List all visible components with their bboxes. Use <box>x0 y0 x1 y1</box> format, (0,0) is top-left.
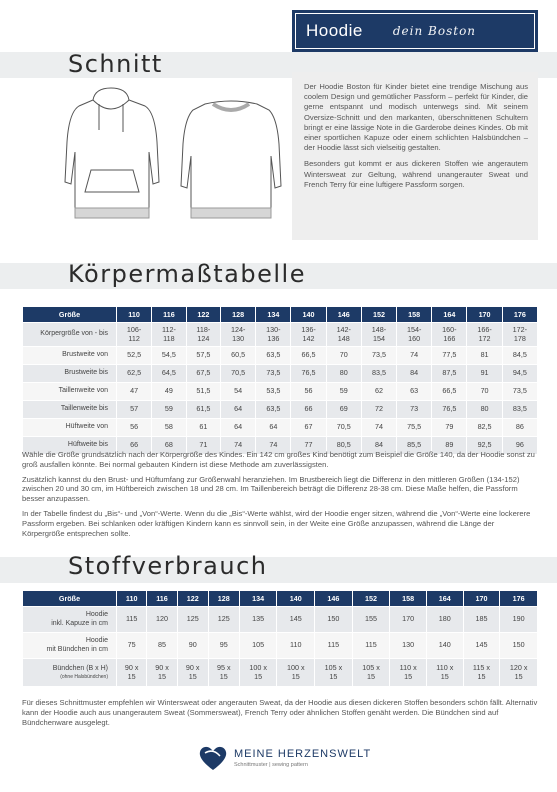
size-table-cell: 72 <box>361 401 396 419</box>
size-table-cell: 160- 166 <box>432 323 467 347</box>
size-table-row <box>23 323 538 347</box>
size-table-cell: 47 <box>117 383 152 401</box>
size-table-cell: 154- 160 <box>397 323 432 347</box>
size-table-cell: 66 <box>291 401 326 419</box>
size-table-cell: 73,5 <box>256 365 291 383</box>
fabric-table-cell: 75 <box>117 633 147 659</box>
size-table-cell: 80,5 <box>326 437 361 455</box>
size-table-size-header: 116 <box>152 307 186 323</box>
size-table-size-header: 128 <box>221 307 256 323</box>
size-table-cell: 166- 172 <box>467 323 502 347</box>
fabric-table-cell: 125 <box>208 607 239 633</box>
size-table-cell: 79 <box>432 419 467 437</box>
size-table-cell: 80 <box>467 401 502 419</box>
size-table-header-label: Größe <box>23 307 117 323</box>
footer-tagline: Schnittmuster | sewing pattern <box>234 762 308 768</box>
size-table-size-header: 176 <box>502 307 537 323</box>
size-table-cell: 73,5 <box>502 383 537 401</box>
intro-text-box <box>292 72 538 240</box>
size-table-cell: 84 <box>361 437 396 455</box>
header-subtitle: dein Boston <box>392 24 477 38</box>
size-table-cell: 64 <box>221 401 256 419</box>
size-table-cell: 71 <box>186 437 220 455</box>
size-table-cell: 56 <box>117 419 152 437</box>
fabric-table-cell: 150 <box>315 607 353 633</box>
size-table-cell: 84 <box>397 365 432 383</box>
fabric-table-cell: 120 <box>147 607 177 633</box>
fabric-table-cell: 115 x 15 <box>463 659 500 687</box>
fabric-table-cell: 190 <box>500 607 538 633</box>
fabric-table-size-header: 146 <box>315 591 353 607</box>
fabric-table-cell: 130 <box>390 633 427 659</box>
size-table-row <box>23 401 538 419</box>
header-title: Hoodie <box>306 21 363 40</box>
size-table-cell: 76,5 <box>432 401 467 419</box>
size-table-cell: 94,5 <box>502 365 537 383</box>
size-table-size-header: 152 <box>361 307 396 323</box>
fabric-table-cell: 110 x 15 <box>426 659 463 687</box>
fabric-table-size-header: 134 <box>239 591 277 607</box>
size-table-cell: 69 <box>326 401 361 419</box>
size-table-cell: 124- 130 <box>221 323 256 347</box>
fabric-table-cell: 120 x 15 <box>500 659 538 687</box>
fabric-table-cell: 145 <box>277 607 315 633</box>
fabric-table-row-label: Hoodie mit Bündchen in cm <box>23 633 117 659</box>
size-table-cell: 58 <box>152 419 186 437</box>
size-table-row-label: Körpergröße von - bis <box>23 323 117 347</box>
fabric-table-size-header: 140 <box>277 591 315 607</box>
size-table-row <box>23 347 538 365</box>
fabric-table-cell: 105 x 15 <box>352 659 390 687</box>
size-table-cell: 172- 178 <box>502 323 537 347</box>
size-table-cell: 67,5 <box>186 365 220 383</box>
size-table-cell: 85,5 <box>397 437 432 455</box>
size-table-row <box>23 419 538 437</box>
size-table-cell: 64,5 <box>152 365 186 383</box>
size-table-cell: 66,5 <box>432 383 467 401</box>
size-table-cell: 57,5 <box>186 347 220 365</box>
size-table-row-label: Hüftweite bis <box>23 437 117 455</box>
fabric-table-cell: 115 <box>117 607 147 633</box>
footer-brand: MEINE HERZENSWELT <box>234 748 372 760</box>
size-table-cell: 91 <box>467 365 502 383</box>
fabric-table-cell: 115 <box>352 633 390 659</box>
size-table-cell: 64 <box>221 419 256 437</box>
fabric-paragraph: Für dieses Schnittmuster empfehlen wir Wintersweat oder angerauten Sweat, da der Hoodie aus diesen dickeren Stoffen besonders schön fällt. Alternativ kann der Hoodie auch aus unangerautem Sweat (Sommersweat), French Terry oder ähnlichen Stoffen genäht werden. Die Bündchen sind auf Bündchenware ausgelegt. <box>22 698 538 727</box>
intro-paragraph-1: Der Hoodie Boston für Kinder bietet eine trendige Mischung aus coolem Design und gemütlicher Passform – perfekt für Kinder, die gerne entspannt und modisch unterwegs sind. Mit seinem Oversize-Schnitt und den markanten, überschnittenen Schultern bringt er eine lässige Note in die Garderobe deines Kindes. Ob mit einer sportlichen Kapuze oder einem schlichten Halsbündchen – der Hoodie lässt sich vielseitig gestalten. <box>304 82 528 153</box>
size-table-cell: 82,5 <box>467 419 502 437</box>
size-table-cell: 51,5 <box>186 383 220 401</box>
fabric-table-cell: 180 <box>426 607 463 633</box>
size-table-cell: 74 <box>397 347 432 365</box>
size-table-cell: 76,5 <box>291 365 326 383</box>
size-table-row <box>23 383 538 401</box>
size-table-cell: 148- 154 <box>361 323 396 347</box>
size-table-row-label: Taillenweite von <box>23 383 117 401</box>
size-table-size-header: 110 <box>117 307 152 323</box>
size-table-cell: 84,5 <box>502 347 537 365</box>
section-title-measurements: Körpermaßtabelle <box>68 260 306 288</box>
fabric-table-cell: 115 <box>315 633 353 659</box>
fabric-table-cell: 90 x 15 <box>177 659 208 687</box>
size-table-cell: 74 <box>361 419 396 437</box>
size-table-cell: 70 <box>467 383 502 401</box>
intro-paragraph-2: Besonders gut kommt er aus dickeren Stoffen wie angerautem Wintersweat zur Geltung, während unangerauter Sweat und French Terry für eine luftigere Passform sorgen. <box>304 159 528 189</box>
size-table-cell: 89 <box>432 437 467 455</box>
size-table <box>22 306 538 455</box>
fabric-table-cell: 90 <box>177 633 208 659</box>
size-table-cell: 92,5 <box>467 437 502 455</box>
fabric-table-row-sublabel: (ohne Halsbündchen) <box>60 673 108 680</box>
size-table-cell: 59 <box>152 401 186 419</box>
size-table-cell: 70 <box>326 347 361 365</box>
size-table-cell: 80 <box>326 365 361 383</box>
measure-paragraph-1: Wähle die Größe grundsätzlich nach der Körpergröße des Kindes. Ein 142 cm großes Kind benötigt zum Beispiel die Größe 140, da der Hoodie sonst zu groß ausfallen könnte. Bei normal gebauten Kindern ist diese Methode am zuverlässigsten. <box>22 450 535 469</box>
fabric-table-row <box>23 659 538 687</box>
measure-paragraph-3: In der Tabelle findest du „Bis“- und „Von“-Werte. Wenn du die „Bis“-Werte wählst, wird der Hoodie enger sitzen, während die „Von“-Werte eine lockerere Passform ergeben. Bei schlanken oder kräftigen Kindern kann es sinnvoll sein, in der Weite eine Größe anzupassen, während die Länge der Körpergröße entsprechen sollte. <box>22 508 531 538</box>
fabric-table-cell: 150 <box>500 633 538 659</box>
size-table-cell: 54 <box>221 383 256 401</box>
fabric-table-cell: 100 x 15 <box>277 659 315 687</box>
size-table-size-header: 134 <box>256 307 291 323</box>
fabric-table-size-header: 164 <box>426 591 463 607</box>
fabric-table-cell: 100 x 15 <box>239 659 277 687</box>
fabric-table-cell: 110 x 15 <box>390 659 427 687</box>
size-table-cell: 83,5 <box>502 401 537 419</box>
fabric-table-size-header: 152 <box>352 591 390 607</box>
fabric-table-size-header: 128 <box>208 591 239 607</box>
fabric-table-row <box>23 633 538 659</box>
size-table-cell: 96 <box>502 437 537 455</box>
size-table-cell: 49 <box>152 383 186 401</box>
fabric-table-row-label: Bündchen (B x H) (ohne Halsbündchen) <box>23 659 117 687</box>
fabric-table-cell: 90 x 15 <box>117 659 147 687</box>
size-table-cell: 61,5 <box>186 401 220 419</box>
size-table-cell: 74 <box>221 437 256 455</box>
section-title-pattern: Schnitt <box>68 50 163 78</box>
fabric-text <box>22 698 538 732</box>
hoodie-sketch-icon <box>55 82 285 232</box>
size-table-cell: 112- 118 <box>152 323 186 347</box>
size-table-cell: 60,5 <box>221 347 256 365</box>
fabric-table-size-header: 170 <box>463 591 500 607</box>
size-table-row-label: Brustweite bis <box>23 365 117 383</box>
fabric-table-cell: 95 <box>208 633 239 659</box>
size-table-cell: 136- 142 <box>291 323 326 347</box>
fabric-table-cell: 90 x 15 <box>147 659 177 687</box>
size-table-cell: 63 <box>397 383 432 401</box>
size-table-cell: 75,5 <box>397 419 432 437</box>
size-table-cell: 73 <box>397 401 432 419</box>
size-table-cell: 66 <box>117 437 152 455</box>
size-table-cell: 81 <box>467 347 502 365</box>
size-table-cell: 62 <box>361 383 396 401</box>
size-table-size-header: 170 <box>467 307 502 323</box>
size-table-cell: 74 <box>256 437 291 455</box>
size-table-cell: 70,5 <box>326 419 361 437</box>
fabric-table-cell: 155 <box>352 607 390 633</box>
size-table-cell: 64 <box>256 419 291 437</box>
fabric-table-cell: 125 <box>177 607 208 633</box>
fabric-table-size-header: 110 <box>117 591 147 607</box>
size-table-size-header: 140 <box>291 307 326 323</box>
size-table-cell: 52,5 <box>117 347 152 365</box>
fabric-table-size-header: 176 <box>500 591 538 607</box>
size-table-cell: 77 <box>291 437 326 455</box>
size-table-size-header: 158 <box>397 307 432 323</box>
footer-logo <box>198 741 378 775</box>
size-table-row-label: Taillenweite bis <box>23 401 117 419</box>
size-table-cell: 70,5 <box>221 365 256 383</box>
size-table-cell: 63,5 <box>256 347 291 365</box>
fabric-table-size-header: 122 <box>177 591 208 607</box>
size-table-cell: 106- 112 <box>117 323 152 347</box>
size-table-cell: 62,5 <box>117 365 152 383</box>
size-table-cell: 53,5 <box>256 383 291 401</box>
measure-paragraph-2: Zusätzlich kannst du den Brust- und Hüftumfang zur Größenwahl heranziehen. Im Brustbereich liegt die Differenz in den mittleren Größen (134-152) zwischen 20 und 30 cm, im Hüftbereich zwischen 18 und 28 cm. Im Taillenbereich beträgt die Differenz 28-38 cm. Diese Maße helfen, die Passform besser anzupassen. <box>22 474 520 504</box>
size-table-cell: 54,5 <box>152 347 186 365</box>
fabric-table-cell: 95 x 15 <box>208 659 239 687</box>
size-table-cell: 63,5 <box>256 401 291 419</box>
size-table-cell: 118- 124 <box>186 323 220 347</box>
fabric-table-size-header: 158 <box>390 591 427 607</box>
size-table-cell: 56 <box>291 383 326 401</box>
fabric-table-cell: 110 <box>277 633 315 659</box>
size-table-cell: 83,5 <box>361 365 396 383</box>
size-table-cell: 142- 148 <box>326 323 361 347</box>
size-table-row-label: Hüftweite von <box>23 419 117 437</box>
fabric-table-cell: 85 <box>147 633 177 659</box>
fabric-table-cell: 135 <box>239 607 277 633</box>
fabric-table-header-label: Größe <box>23 591 117 607</box>
size-table-cell: 68 <box>152 437 186 455</box>
fabric-table-cell: 105 <box>239 633 277 659</box>
fabric-table-row-label: Hoodie inkl. Kapuze in cm <box>23 607 117 633</box>
size-table-cell: 77,5 <box>432 347 467 365</box>
size-table-size-header: 164 <box>432 307 467 323</box>
size-table-cell: 59 <box>326 383 361 401</box>
size-table-cell: 130- 136 <box>256 323 291 347</box>
measure-text <box>22 450 538 543</box>
size-table-cell: 87,5 <box>432 365 467 383</box>
fabric-table-row <box>23 607 538 633</box>
size-table-row-label: Brustweite von <box>23 347 117 365</box>
fabric-table <box>22 590 538 687</box>
fabric-table-cell: 105 x 15 <box>315 659 353 687</box>
size-table-cell: 73,5 <box>361 347 396 365</box>
size-table-cell: 86 <box>502 419 537 437</box>
size-table-row <box>23 365 538 383</box>
size-table-size-header: 146 <box>326 307 361 323</box>
header-banner <box>292 10 538 52</box>
fabric-table-cell: 170 <box>390 607 427 633</box>
fabric-table-cell: 185 <box>463 607 500 633</box>
size-table-cell: 66,5 <box>291 347 326 365</box>
heart-logo-icon <box>198 744 228 772</box>
fabric-table-size-header: 116 <box>147 591 177 607</box>
size-table-cell: 61 <box>186 419 220 437</box>
size-table-size-header: 122 <box>186 307 220 323</box>
size-table-cell: 57 <box>117 401 152 419</box>
fabric-table-cell: 140 <box>426 633 463 659</box>
fabric-table-cell: 145 <box>463 633 500 659</box>
size-table-cell: 67 <box>291 419 326 437</box>
section-title-fabric: Stoffverbrauch <box>68 552 268 580</box>
